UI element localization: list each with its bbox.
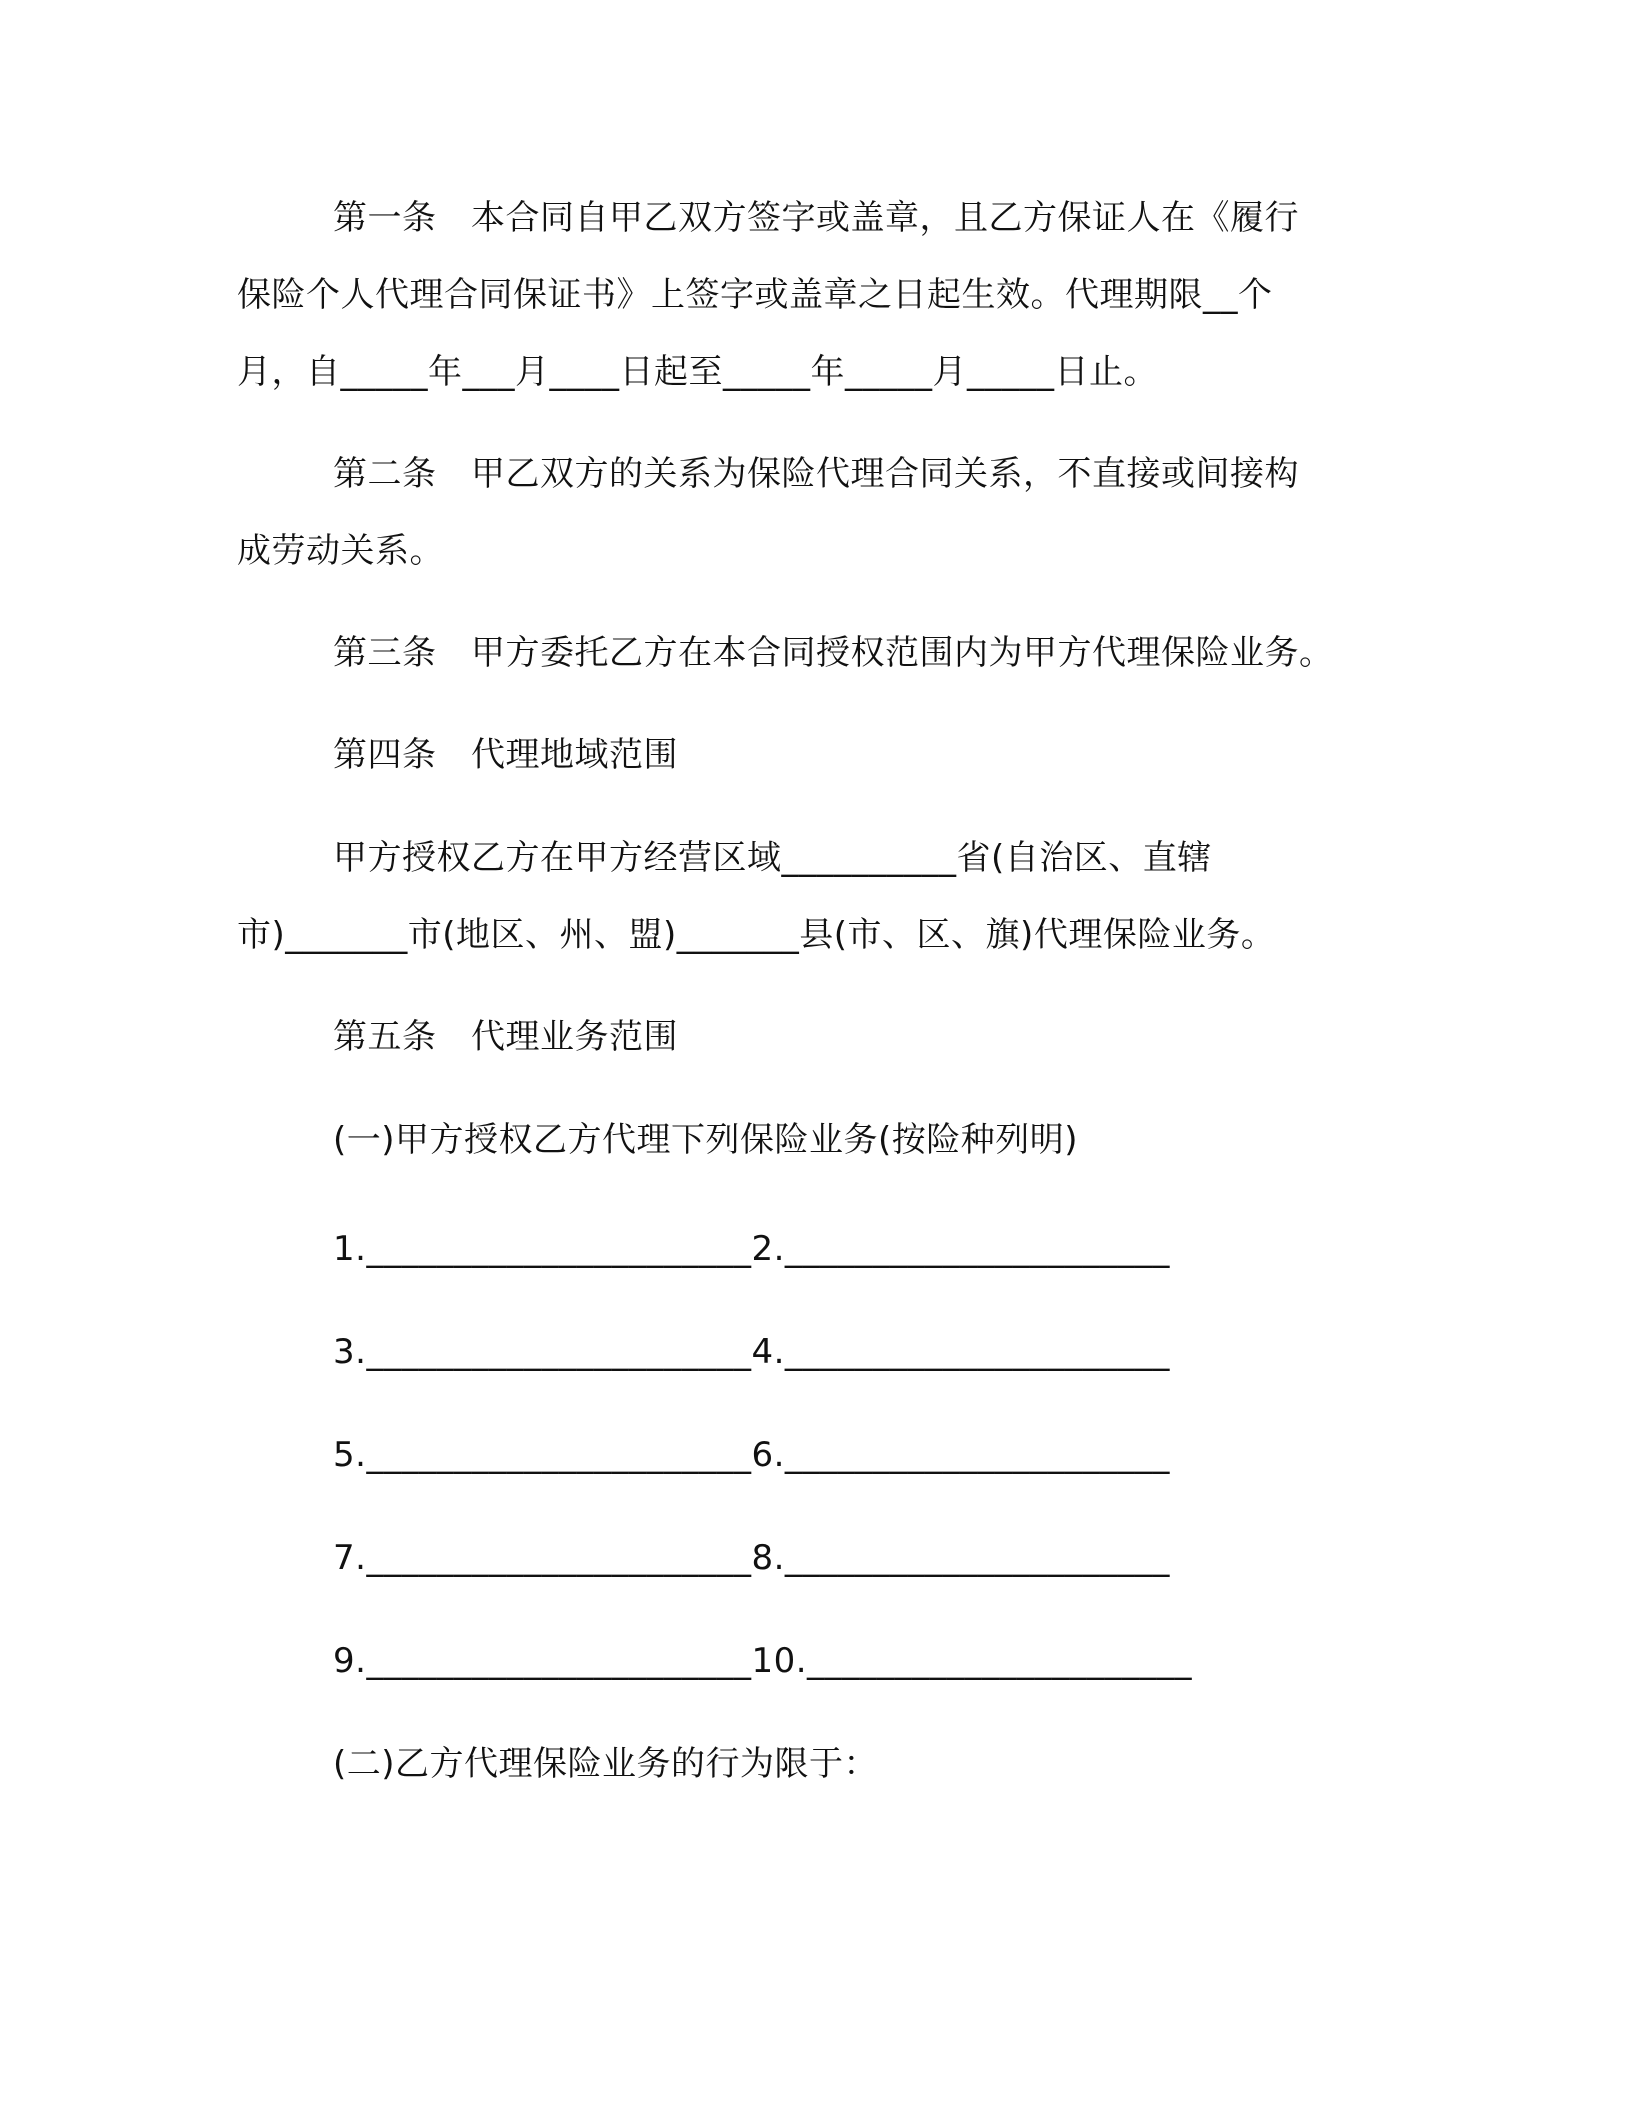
article-1-line-3: 月，自_____年___月____日起至_____年_____月_____日止。 (237, 352, 1158, 392)
article-2-line-1: 第二条 甲乙双方的关系为保险代理合同关系，不直接或间接构 (333, 454, 1299, 494)
article-4-line-2: 市)_______市(地区、州、盟)_______县(市、区、旗)代理保险业务。 (237, 915, 1276, 955)
article-3-line-1: 第三条 甲方委托乙方在本合同授权范围内为甲方代理保险业务。 (333, 633, 1334, 673)
article-4-line-1: 甲方授权乙方在甲方经营区域__________省(自治区、直辖 (333, 838, 1212, 878)
article-2-line-2: 成劳动关系。 (237, 531, 444, 571)
blank-item-row: 1.______________________2.______________________ (333, 1229, 1170, 1269)
blank-item-row: 9.______________________10.______________________ (333, 1641, 1193, 1681)
article-1-line-1: 第一条 本合同自甲乙双方签字或盖章，且乙方保证人在《履行 (333, 198, 1299, 238)
article-5-heading: 第五条 代理业务范围 (333, 1017, 678, 1057)
blank-item-row: 5.______________________6.______________________ (333, 1435, 1170, 1475)
blank-item-row: 7.______________________8.______________________ (333, 1538, 1170, 1578)
article-5-sub-2: (二)乙方代理保险业务的行为限于： (333, 1744, 879, 1784)
blank-item-row: 3.______________________4.______________________ (333, 1332, 1170, 1372)
article-4-heading: 第四条 代理地域范围 (333, 735, 678, 775)
article-5-sub-1: (一)甲方授权乙方代理下列保险业务(按险种列明) (333, 1120, 1079, 1160)
article-1-line-2: 保险个人代理合同保证书》上签字或盖章之日起生效。代理期限__个 (237, 275, 1273, 315)
